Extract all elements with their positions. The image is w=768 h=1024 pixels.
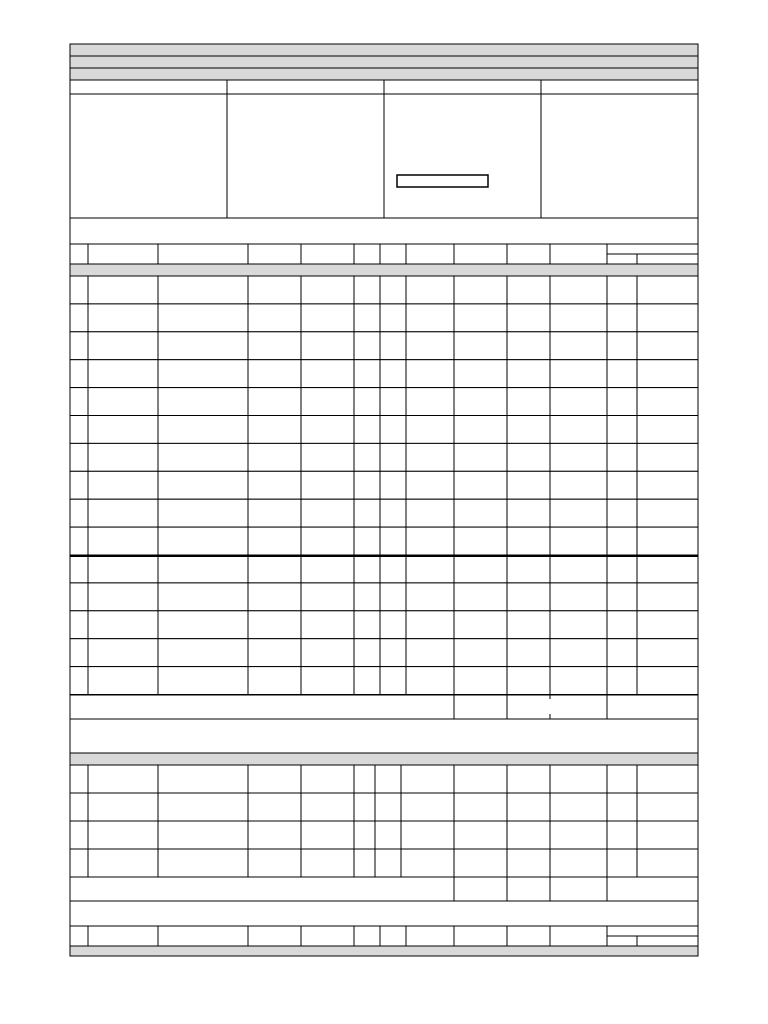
section-a-row <box>70 416 698 444</box>
section-a-heading-band <box>70 264 698 276</box>
section-a-row <box>70 276 698 304</box>
section-b-row <box>70 793 698 821</box>
title-band <box>70 44 698 56</box>
section-a-row <box>70 611 698 639</box>
info-input-box <box>397 175 488 187</box>
section-a-row <box>70 583 698 611</box>
title-band <box>70 56 698 68</box>
section-a-row <box>70 304 698 332</box>
footer-band <box>70 946 698 956</box>
section-b-row <box>70 821 698 849</box>
section-a-row <box>70 639 698 667</box>
section-a-row <box>70 555 698 583</box>
section-a-note-band <box>70 719 698 753</box>
section-b-subtotal-row <box>70 877 698 901</box>
instructions-band <box>70 218 698 244</box>
section-a-row <box>70 471 698 499</box>
section-b-row <box>70 849 698 877</box>
section-a-subtotal-row <box>70 695 698 719</box>
section-b-heading-band <box>70 753 698 765</box>
section-a-row <box>70 332 698 360</box>
title-band <box>70 68 698 80</box>
section-b-note-band <box>70 901 698 926</box>
column-header-row <box>70 244 698 264</box>
section-a-row <box>70 527 698 555</box>
section-a-row <box>70 360 698 388</box>
section-b-row <box>70 765 698 793</box>
section-a-row <box>70 443 698 471</box>
section-a-row <box>70 667 698 695</box>
section-a-row <box>70 499 698 527</box>
section-a-row <box>70 388 698 416</box>
column-header-row-repeat <box>70 926 698 946</box>
